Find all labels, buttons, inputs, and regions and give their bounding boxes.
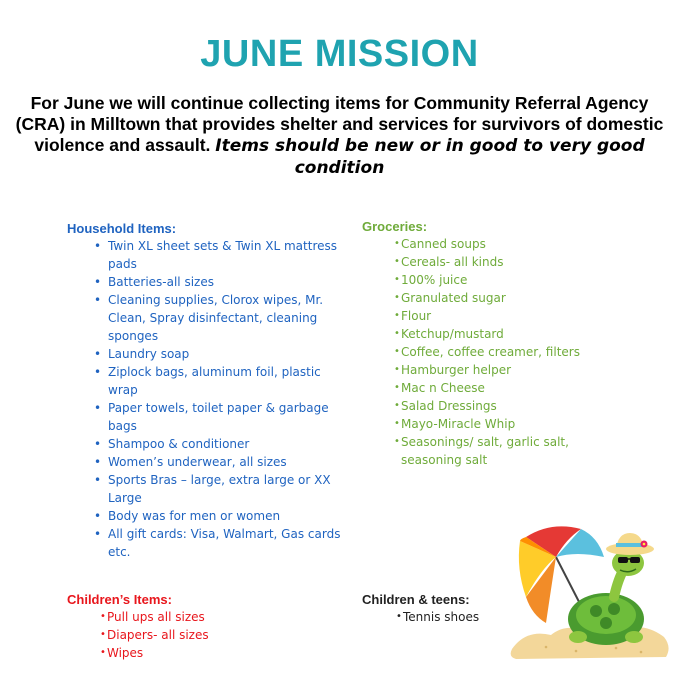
list-item: • Cereals- all kinds bbox=[394, 253, 594, 271]
list-item: • Laundry soap bbox=[94, 345, 354, 363]
list-item: • Flour bbox=[394, 307, 594, 325]
children-list bbox=[100, 608, 300, 662]
list-item: • Granulated sugar bbox=[394, 289, 594, 307]
list-item: • Body was for men or women bbox=[94, 507, 354, 525]
list-item: • Salad Dressings bbox=[394, 397, 594, 415]
list-item: • Mac n Cheese bbox=[394, 379, 594, 397]
list-item: • Batteries-all sizes bbox=[94, 273, 354, 291]
teens-heading: Children & teens: bbox=[362, 592, 470, 607]
list-item: • 100% juice bbox=[394, 271, 594, 289]
list-item: • Ziplock bags, aluminum foil, plastic wrap bbox=[94, 363, 354, 399]
turtle-umbrella-illustration bbox=[506, 519, 673, 662]
list-item: • Seasonings/ salt, garlic salt, seasoning salt bbox=[394, 433, 594, 469]
list-item: • Pull ups all sizes bbox=[100, 608, 300, 626]
list-item: • Tennis shoes bbox=[396, 608, 546, 626]
intro-paragraph bbox=[10, 93, 669, 179]
list-item: • Coffee, coffee creamer, filters bbox=[394, 343, 594, 361]
list-item: • Canned soups bbox=[394, 235, 594, 253]
list-item: • Women’s underwear, all sizes bbox=[94, 453, 354, 471]
page-title: JUNE MISSION bbox=[200, 33, 479, 75]
list-item: • Shampoo & conditioner bbox=[94, 435, 354, 453]
groceries-heading: Groceries: bbox=[362, 219, 428, 234]
list-item: • Sports Bras – large, extra large or XX Large bbox=[94, 471, 354, 507]
list-item: • Twin XL sheet sets & Twin XL mattress pads bbox=[94, 237, 354, 273]
intro-text: For June we will continue collecting items for Community Referral Agency (CRA) in Milltown that provides shelter and services for survivors of domestic violence and assault. bbox=[15, 93, 664, 155]
groceries-list bbox=[394, 235, 594, 469]
list-item: • Hamburger helper bbox=[394, 361, 594, 379]
list-item: • Mayo-Miracle Whip bbox=[394, 415, 594, 433]
list-item: • Cleaning supplies, Clorox wipes, Mr. Clean, Spray disinfectant, cleaning sponges bbox=[94, 291, 354, 345]
list-item: • Wipes bbox=[100, 644, 300, 662]
list-item: • Paper towels, toilet paper & garbage bags bbox=[94, 399, 354, 435]
list-item: • All gift cards: Visa, Walmart, Gas cards etc. bbox=[94, 525, 354, 561]
intro-emphasis: Items should be new or in good to very good condition bbox=[215, 136, 645, 178]
household-heading: Household Items: bbox=[67, 221, 177, 236]
household-list bbox=[94, 237, 354, 561]
children-heading: Children’s Items: bbox=[67, 592, 172, 607]
list-item: • Ketchup/mustard bbox=[394, 325, 594, 343]
list-item: • Diapers- all sizes bbox=[100, 626, 300, 644]
